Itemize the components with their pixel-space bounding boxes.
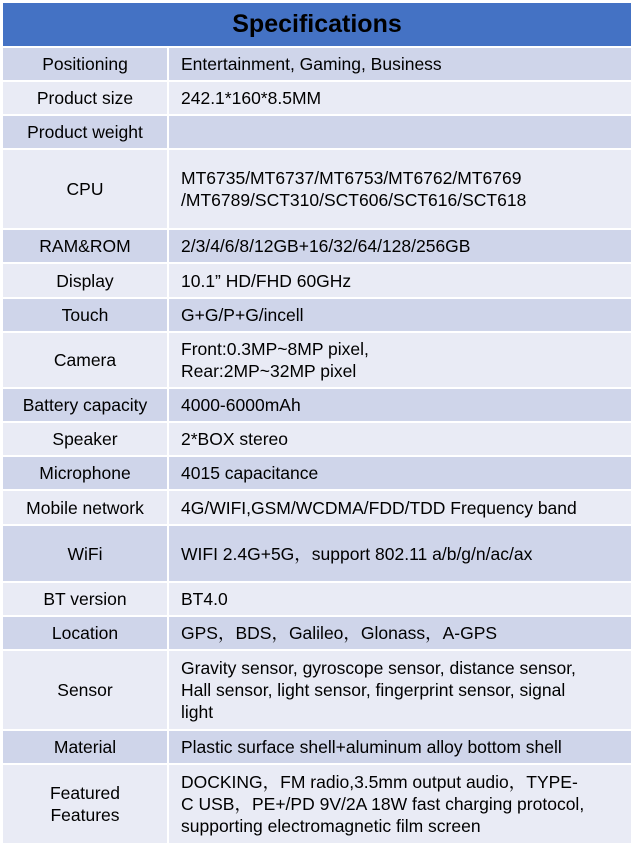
table-row xyxy=(3,765,631,845)
spec-value: 4G/WIFI,GSM/WCDMA/FDD/TDD Frequency band xyxy=(169,491,631,524)
table-row xyxy=(3,617,631,651)
spec-key: Location xyxy=(3,617,169,649)
table-title: Specifications xyxy=(3,3,631,48)
spec-key: Positioning xyxy=(3,48,169,80)
spec-value: WIFI 2.4G+5G，support 802.11 a/b/g/n/ac/ax xyxy=(169,526,631,581)
spec-key: WiFi xyxy=(3,526,169,581)
spec-key: Product weight xyxy=(3,116,169,148)
spec-value: MT6735/MT6737/MT6753/MT6762/MT6769 /MT6789/SCT310/SCT606/SCT616/SCT618 xyxy=(169,150,631,228)
spec-value: 242.1*160*8.5MM xyxy=(169,82,631,114)
table-row xyxy=(3,264,631,299)
table-row xyxy=(3,423,631,457)
table-row xyxy=(3,116,631,150)
table-row xyxy=(3,457,631,491)
spec-key: RAM&ROM xyxy=(3,230,169,262)
spec-key: Touch xyxy=(3,299,169,331)
spec-value: 4015 capacitance xyxy=(169,457,631,489)
spec-key: Speaker xyxy=(3,423,169,455)
spec-value: BT4.0 xyxy=(169,583,631,615)
table-row xyxy=(3,48,631,82)
table-row xyxy=(3,230,631,264)
table-row xyxy=(3,150,631,230)
spec-value: DOCKING，FM radio,3.5mm output audio，TYPE- C USB，PE+/PD 9V/2A 18W fast charging protocol, supporting electromagnetic film screen xyxy=(169,765,631,843)
spec-value: 4000-6000mAh xyxy=(169,389,631,421)
spec-value: Entertainment, Gaming, Business xyxy=(169,48,631,80)
spec-key: Battery capacity xyxy=(3,389,169,421)
table-row xyxy=(3,491,631,526)
spec-value: 2/3/4/6/8/12GB+16/32/64/128/256GB xyxy=(169,230,631,262)
spec-key: Mobile network xyxy=(3,491,169,524)
spec-value: Plastic surface shell+aluminum alloy bottom shell xyxy=(169,731,631,763)
spec-value: Gravity sensor, gyroscope sensor, distance sensor, Hall sensor, light sensor, fingerprint sensor, signal light xyxy=(169,651,631,729)
spec-value: G+G/P+G/incell xyxy=(169,299,631,331)
table-row xyxy=(3,299,631,333)
table-row xyxy=(3,731,631,765)
spec-value: 10.1” HD/FHD 60GHz xyxy=(169,264,631,297)
spec-key: Camera xyxy=(3,333,169,387)
spec-key: Sensor xyxy=(3,651,169,729)
table-row xyxy=(3,389,631,423)
spec-key: Display xyxy=(3,264,169,297)
spec-table xyxy=(3,3,631,845)
spec-key: BT version xyxy=(3,583,169,615)
spec-key: CPU xyxy=(3,150,169,228)
table-row xyxy=(3,651,631,731)
table-row xyxy=(3,526,631,583)
table-row xyxy=(3,583,631,617)
table-row xyxy=(3,333,631,389)
spec-value: 2*BOX stereo xyxy=(169,423,631,455)
spec-key: Microphone xyxy=(3,457,169,489)
spec-value: Front:0.3MP~8MP pixel, Rear:2MP~32MP pixel xyxy=(169,333,631,387)
spec-key: Material xyxy=(3,731,169,763)
spec-key: Product size xyxy=(3,82,169,114)
spec-value xyxy=(169,116,631,148)
spec-key: Featured Features xyxy=(3,765,169,843)
table-row xyxy=(3,82,631,116)
spec-value: GPS，BDS，Galileo，Glonass，A-GPS xyxy=(169,617,631,649)
